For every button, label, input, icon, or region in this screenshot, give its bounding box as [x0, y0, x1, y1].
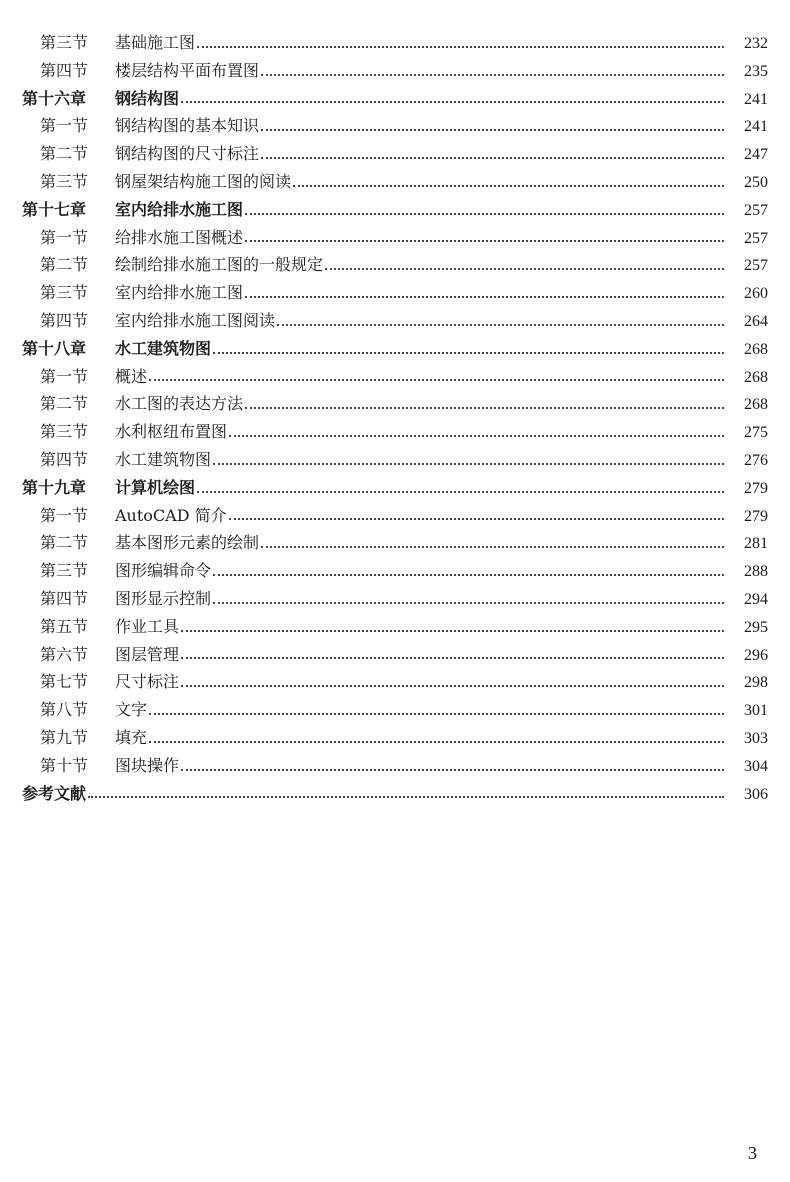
toc-section-entry — [0, 224, 790, 252]
toc-entry-title: 作业工具 — [115, 616, 180, 636]
toc-entry-number: 第七节 — [40, 672, 89, 692]
toc-entry-title: 图形显示控制 — [115, 588, 212, 608]
toc-dot-leader — [245, 240, 724, 242]
toc-dot-leader — [88, 796, 724, 798]
toc-section-entry — [0, 641, 790, 669]
toc-dot-leader — [181, 657, 724, 659]
toc-entry-number: 第三节 — [40, 171, 89, 191]
toc-entry-page: 276 — [744, 451, 768, 469]
toc-dot-leader — [197, 491, 724, 493]
toc-entry-title: 基础施工图 — [115, 33, 196, 52]
toc-entry-page: 257 — [744, 201, 768, 219]
toc-section-entry — [0, 502, 790, 530]
toc-dot-leader — [261, 157, 724, 159]
toc-entry-title: 室内给排水施工图 — [115, 283, 244, 303]
toc-entry-title: 图形编辑命令 — [115, 561, 212, 581]
toc-entry-number: 第二节 — [40, 255, 89, 275]
toc-entry-page: 301 — [744, 702, 768, 720]
toc-dot-leader — [229, 435, 724, 437]
toc-entry-number: 第三节 — [40, 422, 89, 442]
toc-section-entry — [0, 446, 790, 474]
toc-dot-leader — [229, 518, 724, 520]
toc-dot-leader — [213, 574, 724, 576]
toc-entry-page: 268 — [744, 340, 768, 358]
toc-chapter-entry — [0, 474, 790, 502]
toc-entry-number: 第二节 — [40, 144, 89, 164]
toc-entry-title: 楼层结构平面布置图 — [115, 60, 260, 80]
toc-section-entry — [0, 29, 790, 57]
toc-dot-leader — [261, 546, 724, 548]
toc-dot-leader — [245, 407, 724, 409]
toc-section-entry — [0, 363, 790, 391]
toc-section-entry — [0, 168, 790, 196]
toc-entry-number: 第四节 — [40, 310, 89, 330]
toc-entry-title: 概述 — [115, 366, 148, 386]
toc-references-entry — [0, 780, 790, 808]
toc-dot-leader — [213, 463, 724, 465]
toc-entry-page: 288 — [744, 563, 768, 581]
toc-dot-leader — [149, 713, 724, 715]
toc-entry-number: 第九节 — [40, 727, 89, 747]
toc-entry-page: 294 — [744, 590, 768, 608]
toc-section-entry — [0, 418, 790, 446]
toc-entry-number: 第八节 — [40, 700, 89, 720]
toc-section-entry — [0, 307, 790, 335]
toc-dot-leader — [213, 602, 724, 604]
toc-entry-page: 306 — [744, 785, 768, 803]
toc-entry-number: 第二节 — [40, 394, 89, 414]
toc-entry-page: 281 — [744, 535, 768, 553]
toc-entry-title: 水工建筑物图 — [115, 449, 212, 469]
toc-entry-number: 第三节 — [40, 561, 89, 581]
toc-section-entry — [0, 251, 790, 279]
toc-section-entry — [0, 57, 790, 85]
toc-chapter-entry — [0, 335, 790, 363]
toc-entry-title: 填充 — [115, 727, 148, 747]
toc-entry-title: 室内给排水施工图 — [115, 199, 244, 219]
toc-entry-number: 第六节 — [40, 644, 89, 664]
toc-entry-number: 第一节 — [40, 227, 89, 247]
toc-entry-page: 304 — [744, 757, 768, 775]
toc-entry-title: 给排水施工图概述 — [115, 227, 244, 247]
toc-section-entry — [0, 668, 790, 696]
toc-dot-leader — [149, 741, 724, 743]
toc-dot-leader — [181, 769, 724, 771]
toc-dot-leader — [277, 324, 724, 326]
toc-dot-leader — [181, 685, 724, 687]
toc-entry-page: 232 — [744, 35, 768, 52]
toc-entry-number: 第一节 — [40, 116, 89, 136]
toc-section-entry — [0, 585, 790, 613]
toc-section-entry — [0, 390, 790, 418]
toc-entry-title: 绘制给排水施工图的一般规定 — [115, 255, 324, 275]
toc-entry-page: 260 — [744, 285, 768, 303]
toc-entry-page: 279 — [744, 479, 768, 497]
toc-entry-title: 图层管理 — [115, 644, 180, 664]
toc-chapter-entry — [0, 85, 790, 113]
toc-entry-title: 水工建筑物图 — [115, 338, 212, 358]
toc-entry-page: 295 — [744, 618, 768, 636]
toc-entry-page: 235 — [744, 62, 768, 80]
toc-section-entry — [0, 557, 790, 585]
toc-entry-page: 257 — [744, 257, 768, 275]
toc-entry-page: 250 — [744, 173, 768, 191]
table-of-contents — [0, 29, 790, 807]
page-number: 3 — [748, 1143, 757, 1163]
toc-dot-leader — [261, 74, 724, 76]
toc-dot-leader — [261, 129, 724, 131]
toc-dot-leader — [213, 352, 724, 354]
toc-dot-leader — [325, 268, 724, 270]
toc-entry-page: 247 — [744, 146, 768, 164]
toc-entry-number: 第十八章 — [22, 338, 87, 358]
toc-dot-leader — [149, 379, 724, 381]
toc-entry-number: 第三节 — [40, 283, 89, 303]
toc-entry-number: 第四节 — [40, 60, 89, 80]
toc-entry-title: 基本图形元素的绘制 — [115, 533, 260, 553]
toc-chapter-entry — [0, 196, 790, 224]
toc-section-entry — [0, 724, 790, 752]
toc-dot-leader — [245, 213, 724, 215]
toc-entry-page: 268 — [744, 368, 768, 386]
toc-entry-page: 296 — [744, 646, 768, 664]
toc-entry-title: 水利枢纽布置图 — [115, 422, 228, 442]
toc-entry-title: 钢结构图的基本知识 — [115, 116, 260, 136]
toc-dot-leader — [181, 101, 724, 103]
toc-entry-page: 303 — [744, 729, 768, 747]
toc-entry-number: 第二节 — [40, 533, 89, 553]
toc-entry-title: 钢屋架结构施工图的阅读 — [115, 171, 292, 191]
toc-dot-leader — [245, 296, 724, 298]
toc-entry-number: 第十六章 — [22, 88, 87, 108]
toc-section-entry — [0, 613, 790, 641]
toc-section-entry — [0, 140, 790, 168]
toc-dot-leader — [293, 185, 724, 187]
toc-entry-title: AutoCAD 简介 — [115, 505, 227, 525]
toc-entry-number: 第三节 — [40, 33, 89, 52]
toc-entry-page: 275 — [744, 424, 768, 442]
toc-entry-number: 第五节 — [40, 616, 89, 636]
toc-entry-title: 尺寸标注 — [115, 672, 180, 692]
toc-entry-number: 第四节 — [40, 449, 89, 469]
toc-section-entry — [0, 752, 790, 780]
toc-entry-number: 第十九章 — [22, 477, 87, 497]
toc-entry-number: 第十节 — [40, 755, 89, 775]
toc-section-entry — [0, 279, 790, 307]
toc-entry-page: 264 — [744, 312, 768, 330]
toc-entry-page: 241 — [744, 118, 768, 136]
toc-entry-title: 参考文献 — [22, 783, 87, 803]
toc-entry-title: 计算机绘图 — [115, 477, 196, 497]
toc-entry-title: 室内给排水施工图阅读 — [115, 310, 276, 330]
toc-entry-title: 文字 — [115, 700, 148, 720]
toc-entry-page: 241 — [744, 90, 768, 108]
toc-section-entry — [0, 696, 790, 724]
toc-dot-leader — [181, 630, 724, 632]
toc-entry-title: 钢结构图的尺寸标注 — [115, 144, 260, 164]
toc-entry-number: 第一节 — [40, 505, 89, 525]
toc-entry-page: 298 — [744, 674, 768, 692]
toc-entry-title: 图块操作 — [115, 755, 180, 775]
toc-entry-page: 268 — [744, 396, 768, 414]
toc-section-entry — [0, 112, 790, 140]
toc-dot-leader — [197, 46, 724, 48]
toc-entry-number: 第十七章 — [22, 199, 87, 219]
toc-entry-page: 279 — [744, 507, 768, 525]
toc-entry-number: 第四节 — [40, 588, 89, 608]
toc-entry-title: 钢结构图 — [115, 88, 180, 108]
toc-entry-number: 第一节 — [40, 366, 89, 386]
toc-section-entry — [0, 529, 790, 557]
toc-entry-title: 水工图的表达方法 — [115, 394, 244, 414]
toc-entry-page: 257 — [744, 229, 768, 247]
